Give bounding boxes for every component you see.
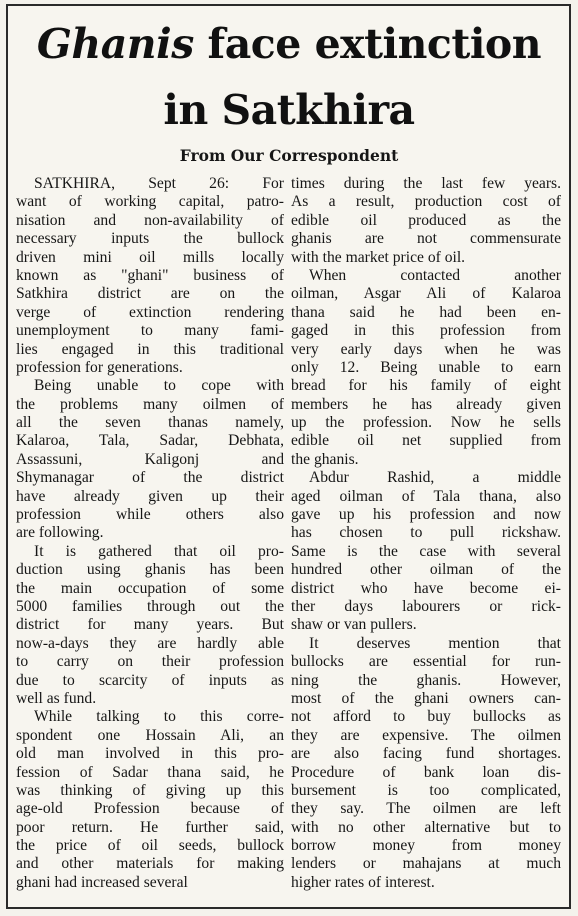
article-column-left (16, 175, 284, 892)
article-line: age-old Profession because of (16, 800, 284, 818)
article-paragraph (291, 635, 561, 892)
article-line: oilman, Asgar Ali of Kalaroa (291, 285, 561, 303)
article-line: thana said he had been en- (291, 303, 561, 321)
article-line: fession of Sadar thana said, he (16, 763, 284, 781)
article-line: lenders or mahajans at much (291, 855, 561, 873)
article-line: It deserves mention that (309, 634, 561, 652)
article-line: Same is the case with several (291, 542, 561, 560)
article-line: with no other alternative but to (291, 818, 561, 836)
article-line: the ghanis. (291, 450, 359, 468)
article-line: unemployment to many fami- (16, 322, 284, 340)
article-line: are also facing fund shortages. (291, 745, 561, 763)
article-line: times during the last few years. (291, 175, 561, 192)
headline-italic-word: Ghanis (36, 20, 194, 68)
article-line: aged oilman of Tala thana, also (291, 487, 561, 505)
article-line: profession while others also (16, 506, 284, 524)
article-line: 5000 families through out the (16, 597, 284, 615)
article-line: ning the ghanis. However, (291, 671, 561, 689)
article-line: all the seven thanas namely, (16, 414, 284, 432)
article-line: the price of oil seeds, bullock (16, 837, 284, 855)
article-line: edible oil net supplied from (291, 432, 561, 450)
article-line: SATKHIRA, Sept 26: For (34, 175, 284, 192)
article-line: bread for his family of eight (291, 377, 561, 395)
article-line: It is gathered that oil pro- (34, 542, 284, 560)
article-line: they say. The oilmen are left (291, 800, 561, 818)
article-paragraph (291, 175, 561, 267)
article-line: district for many years. But (16, 616, 284, 634)
byline: From Our Correspondent (179, 146, 399, 165)
article-line: ther days labourers or rick- (291, 597, 561, 615)
article-column-right (291, 175, 561, 892)
article-line: When contacted another (309, 266, 561, 284)
article-line: Procedure of bank loan dis- (291, 763, 561, 781)
article-line: members he has already given (291, 395, 561, 413)
article-paragraph (291, 469, 561, 635)
article-line: spondent one Hossain Ali, an (16, 726, 284, 744)
article-line: most of the ghani owners can- (291, 689, 561, 707)
article-line: the problems many oilmen of (16, 395, 284, 413)
article-line: Assassuni, Kaligonj and (16, 450, 284, 468)
article-line: lies engaged in this traditional (16, 340, 284, 358)
article-line: has chosen to pull rickshaw. (291, 524, 561, 542)
headline-line-1-rest: face extinction (193, 20, 542, 68)
article-line: Abdur Rashid, a middle (309, 469, 561, 487)
article-line: old man involved in this pro- (16, 745, 284, 763)
article-line: not afford to buy bullocks as (291, 708, 561, 726)
article-line: hundred other oilman of the (291, 561, 561, 579)
article-line: the main occupation of some (16, 579, 284, 597)
article-line: higher rates of interest. (291, 873, 435, 891)
article-line: are following. (16, 524, 104, 542)
article-line: verge of extinction rendering (16, 303, 284, 321)
article-line: and other materials for making (16, 855, 284, 873)
article-line: ghani had increased several (16, 873, 188, 891)
article-line: poor return. He further said, (16, 818, 284, 836)
article-line: now-a-days they are hardly able (16, 634, 284, 652)
article-line: driven mini oil mills locally (16, 248, 284, 266)
article-line: only 12. Being unable to earn (291, 358, 561, 376)
article-line: bursement is too complicated, (291, 781, 561, 799)
article-line: to carry on their profession (16, 653, 284, 671)
article-line: have already given up their (16, 487, 284, 505)
article-paragraph (16, 175, 284, 377)
article-line: well as fund. (16, 689, 97, 707)
article-line: was thinking of giving up this (16, 781, 284, 799)
article-line: district who have become ei- (291, 579, 561, 597)
article-line: want of working capital, patro- (16, 193, 284, 211)
article-line: due to scarcity of inputs as (16, 671, 284, 689)
article-line: they are expensive. The oilmen (291, 726, 561, 744)
article-paragraph (16, 543, 284, 709)
article-line: very early days when he was (291, 340, 561, 358)
article-line: edible oil produced as the (291, 211, 561, 229)
article-line: As a result, production cost of (291, 193, 561, 211)
article-line: While talking to this corre- (34, 708, 284, 726)
article-line: Shymanagar of the district (16, 469, 284, 487)
headline-line-2: in Satkhira (163, 86, 415, 134)
article-line: profession for generations. (16, 358, 183, 376)
article-line: borrow money from money (291, 837, 561, 855)
article-line: ghanis are not commensurate (291, 230, 561, 248)
article-line: gave up his profession and now (291, 506, 561, 524)
article-line: shaw or van pullers. (291, 616, 417, 634)
article-line: up the profession. Now he sells (291, 414, 561, 432)
article-line: Being unable to cope with (34, 377, 284, 395)
article-paragraph (291, 267, 561, 469)
article-line: duction using ghanis has been (16, 561, 284, 579)
article-line: nisation and non-availability of (16, 211, 284, 229)
article-line: Satkhira district are on the (16, 285, 284, 303)
article-line: with the market price of oil. (291, 248, 466, 266)
article-line: gaged in this profession from (291, 322, 561, 340)
article-line: bullocks are essential for run- (291, 653, 561, 671)
article-paragraph (16, 708, 284, 892)
article-line: known as "ghani" business of (16, 266, 284, 284)
article-paragraph (16, 377, 284, 543)
article-line: Kalaroa, Tala, Sadar, Debhata, (16, 432, 284, 450)
article-line: necessary inputs the bullock (16, 230, 284, 248)
headline-line-1 (0, 20, 578, 68)
